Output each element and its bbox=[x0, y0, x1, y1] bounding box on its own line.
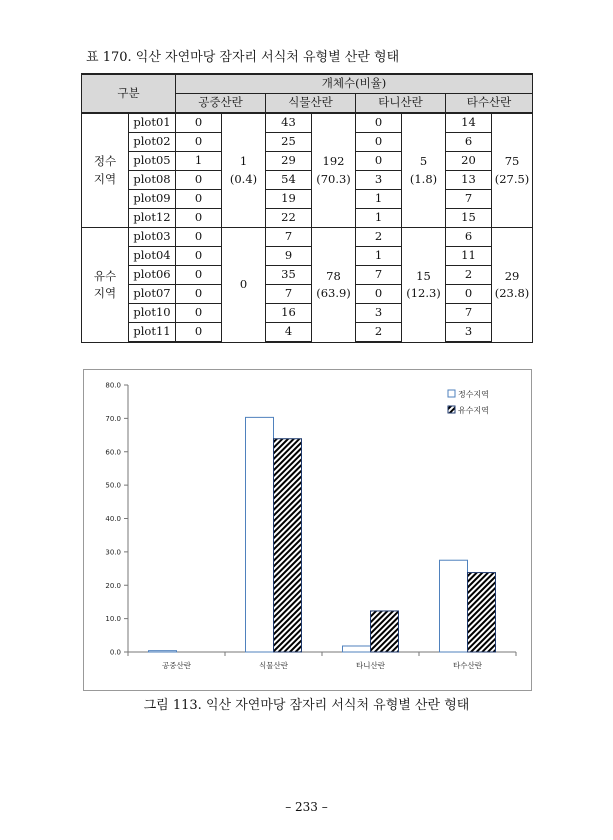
table-title: 표 170. 익산 자연마당 잠자리 서식처 유형별 산란 형태 bbox=[86, 50, 400, 65]
table-row bbox=[82, 133, 533, 152]
value-cell: 0 bbox=[356, 133, 402, 152]
table-row bbox=[82, 171, 533, 190]
total-ratio: (12.3) bbox=[406, 285, 441, 300]
plot-cell: plot12 bbox=[129, 209, 176, 228]
value-cell: 29 bbox=[266, 152, 312, 171]
group-name-line: 유수 bbox=[93, 268, 117, 283]
legend-label: 유수지역 bbox=[458, 406, 489, 415]
value-cell: 0 bbox=[356, 285, 402, 304]
value-cell: 7 bbox=[446, 304, 492, 323]
value-cell: 20 bbox=[446, 152, 492, 171]
group-name-line: 지역 bbox=[93, 171, 117, 186]
value-cell: 1 bbox=[356, 247, 402, 266]
table-row bbox=[82, 113, 533, 133]
group-name-cell bbox=[82, 113, 129, 228]
total-ratio: (70.3) bbox=[316, 171, 351, 186]
total-cell bbox=[402, 113, 446, 228]
total-value: 1 bbox=[239, 154, 248, 169]
y-tick-label: 60.0 bbox=[105, 448, 121, 457]
value-cell: 25 bbox=[266, 133, 312, 152]
table-row bbox=[82, 323, 533, 343]
value-cell: 3 bbox=[356, 171, 402, 190]
plot-cell: plot07 bbox=[129, 285, 176, 304]
table-row bbox=[82, 228, 533, 247]
plot-cell: plot05 bbox=[129, 152, 176, 171]
total-cell bbox=[222, 228, 266, 343]
plot-cell: plot08 bbox=[129, 171, 176, 190]
total-value: 78 bbox=[326, 268, 341, 283]
total-cell bbox=[312, 228, 356, 343]
total-cell bbox=[492, 113, 533, 228]
plot-cell: plot01 bbox=[129, 113, 176, 133]
value-cell: 0 bbox=[356, 113, 402, 133]
y-tick-label: 10.0 bbox=[105, 615, 121, 624]
total-ratio: (63.9) bbox=[316, 285, 351, 300]
total-value: 0 bbox=[239, 277, 248, 292]
table-row bbox=[82, 209, 533, 228]
bar-series-1 bbox=[468, 573, 496, 652]
legend-swatch bbox=[448, 390, 455, 397]
y-tick-label: 80.0 bbox=[105, 381, 121, 390]
header-span-title: 개체수(비율) bbox=[176, 74, 533, 94]
total-value: 5 bbox=[419, 154, 428, 169]
value-cell: 43 bbox=[266, 113, 312, 133]
value-cell: 0 bbox=[176, 133, 222, 152]
bar-series-0 bbox=[149, 651, 177, 652]
plot-cell: plot04 bbox=[129, 247, 176, 266]
y-tick-label: 70.0 bbox=[105, 414, 121, 423]
bar-series-1 bbox=[274, 439, 302, 652]
total-cell bbox=[402, 228, 446, 343]
value-cell: 14 bbox=[446, 113, 492, 133]
bar-chart bbox=[84, 370, 531, 690]
bar-series-0 bbox=[343, 646, 371, 652]
value-cell: 0 bbox=[176, 266, 222, 285]
y-tick-label: 20.0 bbox=[105, 581, 121, 590]
plot-cell: plot11 bbox=[129, 323, 176, 343]
value-cell: 0 bbox=[176, 228, 222, 247]
value-cell: 1 bbox=[176, 152, 222, 171]
chart-box bbox=[83, 369, 532, 691]
value-cell: 6 bbox=[446, 228, 492, 247]
value-cell: 22 bbox=[266, 209, 312, 228]
total-value: 192 bbox=[322, 154, 345, 169]
total-ratio: (23.8) bbox=[494, 285, 530, 300]
value-cell: 0 bbox=[176, 323, 222, 343]
header-group-col: 구분 bbox=[82, 74, 176, 113]
spawning-type-table bbox=[81, 73, 533, 343]
value-cell: 0 bbox=[446, 285, 492, 304]
value-cell: 4 bbox=[266, 323, 312, 343]
plot-cell: plot06 bbox=[129, 266, 176, 285]
page-number: – 233 – bbox=[285, 800, 328, 814]
value-cell: 0 bbox=[176, 304, 222, 323]
bar-series-0 bbox=[440, 560, 468, 652]
x-category-label: 식물산란 bbox=[259, 661, 288, 670]
value-cell: 35 bbox=[266, 266, 312, 285]
table-row bbox=[82, 266, 533, 285]
x-category-label: 타니산란 bbox=[356, 661, 385, 670]
value-cell: 2 bbox=[356, 323, 402, 343]
bar-series-1 bbox=[371, 611, 399, 652]
value-cell: 0 bbox=[176, 209, 222, 228]
plot-cell: plot09 bbox=[129, 190, 176, 209]
total-value: 29 bbox=[504, 268, 520, 283]
table-row bbox=[82, 247, 533, 266]
value-cell: 13 bbox=[446, 171, 492, 190]
total-cell bbox=[492, 228, 533, 343]
value-cell: 16 bbox=[266, 304, 312, 323]
total-ratio: (27.5) bbox=[494, 171, 530, 186]
value-cell: 9 bbox=[266, 247, 312, 266]
value-cell: 0 bbox=[356, 152, 402, 171]
x-category-label: 타수산란 bbox=[453, 661, 482, 670]
bar-series-0 bbox=[246, 417, 274, 652]
y-tick-label: 30.0 bbox=[105, 548, 121, 557]
value-cell: 7 bbox=[356, 266, 402, 285]
value-cell: 7 bbox=[266, 285, 312, 304]
group-name-line: 정수 bbox=[93, 154, 117, 169]
value-cell: 11 bbox=[446, 247, 492, 266]
header-type: 타수산란 bbox=[446, 94, 533, 114]
legend-label: 정수지역 bbox=[458, 390, 489, 399]
value-cell: 3 bbox=[356, 304, 402, 323]
value-cell: 0 bbox=[176, 285, 222, 304]
value-cell: 1 bbox=[356, 190, 402, 209]
header-type: 타니산란 bbox=[356, 94, 446, 114]
plot-cell: plot10 bbox=[129, 304, 176, 323]
plot-cell: plot02 bbox=[129, 133, 176, 152]
total-cell bbox=[222, 113, 266, 228]
value-cell: 54 bbox=[266, 171, 312, 190]
value-cell: 0 bbox=[176, 247, 222, 266]
group-name-cell bbox=[82, 228, 129, 343]
total-ratio: (0.4) bbox=[229, 171, 258, 186]
value-cell: 2 bbox=[356, 228, 402, 247]
legend-swatch bbox=[448, 406, 455, 413]
value-cell: 0 bbox=[176, 171, 222, 190]
header-type: 공중산란 bbox=[176, 94, 266, 114]
value-cell: 1 bbox=[356, 209, 402, 228]
x-category-label: 공중산란 bbox=[162, 661, 191, 670]
value-cell: 15 bbox=[446, 209, 492, 228]
plot-cell: plot03 bbox=[129, 228, 176, 247]
y-tick-label: 50.0 bbox=[105, 481, 121, 490]
table-row bbox=[82, 304, 533, 323]
value-cell: 0 bbox=[176, 113, 222, 133]
value-cell: 7 bbox=[266, 228, 312, 247]
figure-caption: 그림 113. 익산 자연마당 잠자리 서식처 유형별 산란 형태 bbox=[143, 698, 470, 713]
y-tick-label: 40.0 bbox=[105, 515, 121, 523]
table-row bbox=[82, 152, 533, 171]
value-cell: 3 bbox=[446, 323, 492, 343]
table-row bbox=[82, 190, 533, 209]
total-ratio: (1.8) bbox=[409, 171, 438, 186]
value-cell: 6 bbox=[446, 133, 492, 152]
total-cell bbox=[312, 113, 356, 228]
value-cell: 7 bbox=[446, 190, 492, 209]
y-tick-label: 0.0 bbox=[109, 648, 121, 657]
value-cell: 19 bbox=[266, 190, 312, 209]
value-cell: 2 bbox=[446, 266, 492, 285]
group-name-line: 지역 bbox=[93, 285, 117, 300]
table-row bbox=[82, 285, 533, 304]
total-value: 15 bbox=[416, 268, 431, 283]
header-type: 식물산란 bbox=[266, 94, 356, 114]
total-value: 75 bbox=[504, 154, 520, 169]
value-cell: 0 bbox=[176, 190, 222, 209]
